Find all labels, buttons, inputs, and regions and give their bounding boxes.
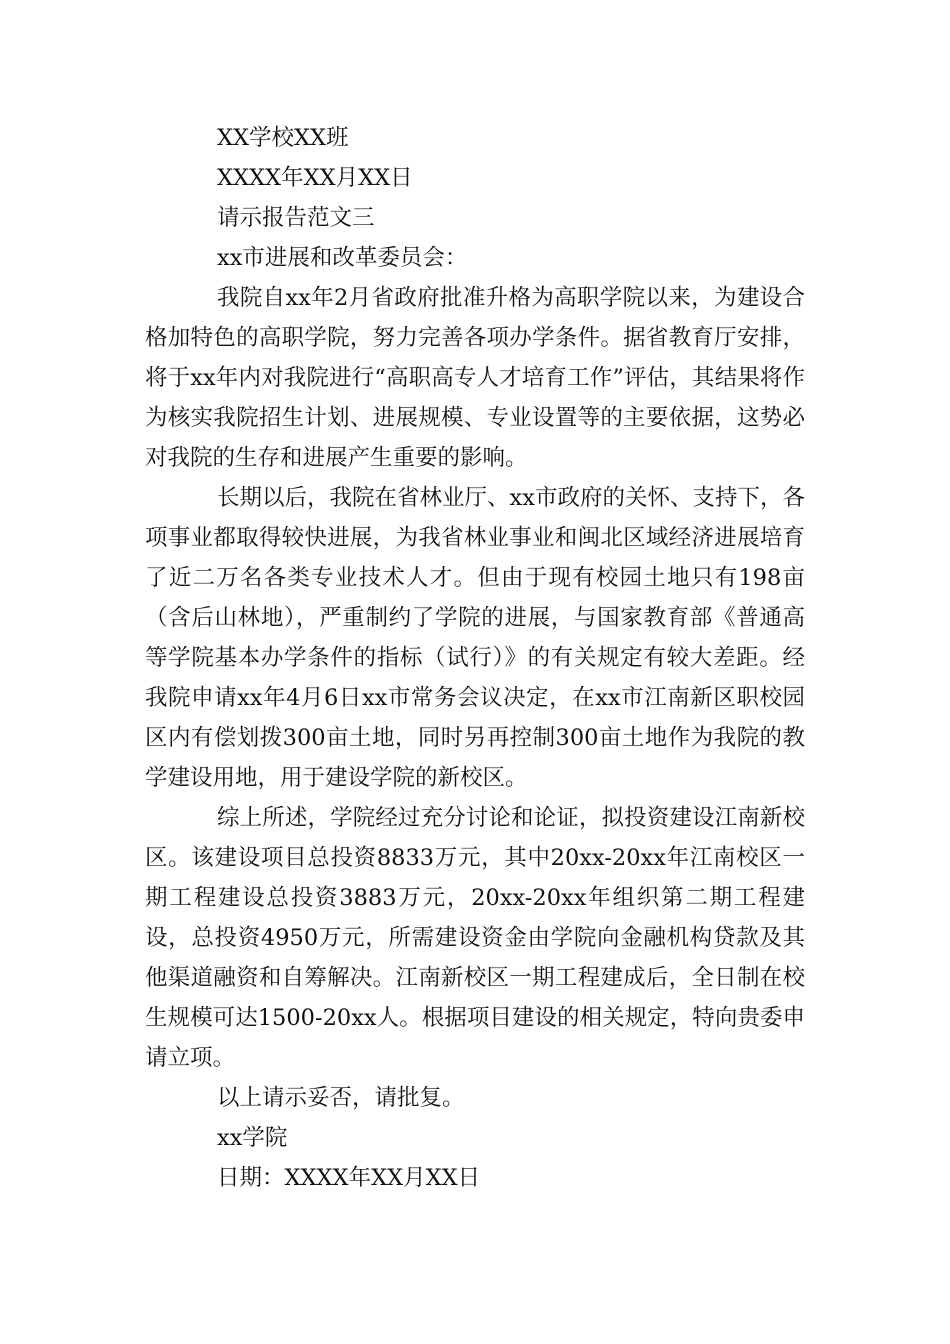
body-paragraph-2: 长期以后，我院在省林业厅、xx市政府的关怀、支持下，各项事业都取得较快进展，为我省林业事业和闽北区域经济进展培育了近二万名各类专业技术人才。但由于现有校园土地只有198亩（含后山林地），严重制约了学院的进展，与国家教育部《普通高等学院基本办学条件的指标（试行）》的有关规定有较大差距。经我院申请xx年4月6日xx市常务会议决定，在xx市江南新区职校园区内有偿划拨300亩土地，同时另再控制300亩土地作为我院的教学建设用地，用于建设学院的新校区。 [145, 485, 805, 791]
body-paragraph-1: 我院自xx年2月省政府批准升格为高职学院以来，为建设合格加特色的高职学院，努力完善各项办学条件。据省教育厅安排，将于xx年内对我院进行“高职高专人才培育工作”评估，其结果将作为核实我院招生计划、进展规模、专业设置等的主要依据，这势必对我院的生存和进展产生重要的影响。 [145, 285, 805, 471]
closing-request: 以上请示妥否，请批复。 [217, 1085, 465, 1111]
recipient-line: xx市进展和改革委员会： [217, 245, 468, 271]
body-paragraph-3: 综上所述，学院经过充分讨论和论证，拟投资建设江南新校区。该建设项目总投资8833万元，其中20xx-20xx年江南校区一期工程建设总投资3883万元，20xx-20xx年组织第二期工程建设，总投资4950万元，所需建设资金由学院向金融机构贷款及其他渠道融资和自筹解决。江南新校区一期工程建成后，全日制在校生规模可达1500-20xx人。根据项目建设的相关规定，特向贵委申请立项。 [145, 805, 805, 1071]
class-line: XX学校XX班 [217, 125, 349, 151]
signature-org: xx学院 [217, 1125, 288, 1151]
signature-date: 日期：XXXX年XX月XX日 [217, 1165, 481, 1191]
date-line: XXXX年XX月XX日 [217, 165, 413, 191]
document-body [145, 118, 805, 1198]
document-title: 请示报告范文三 [217, 205, 375, 231]
